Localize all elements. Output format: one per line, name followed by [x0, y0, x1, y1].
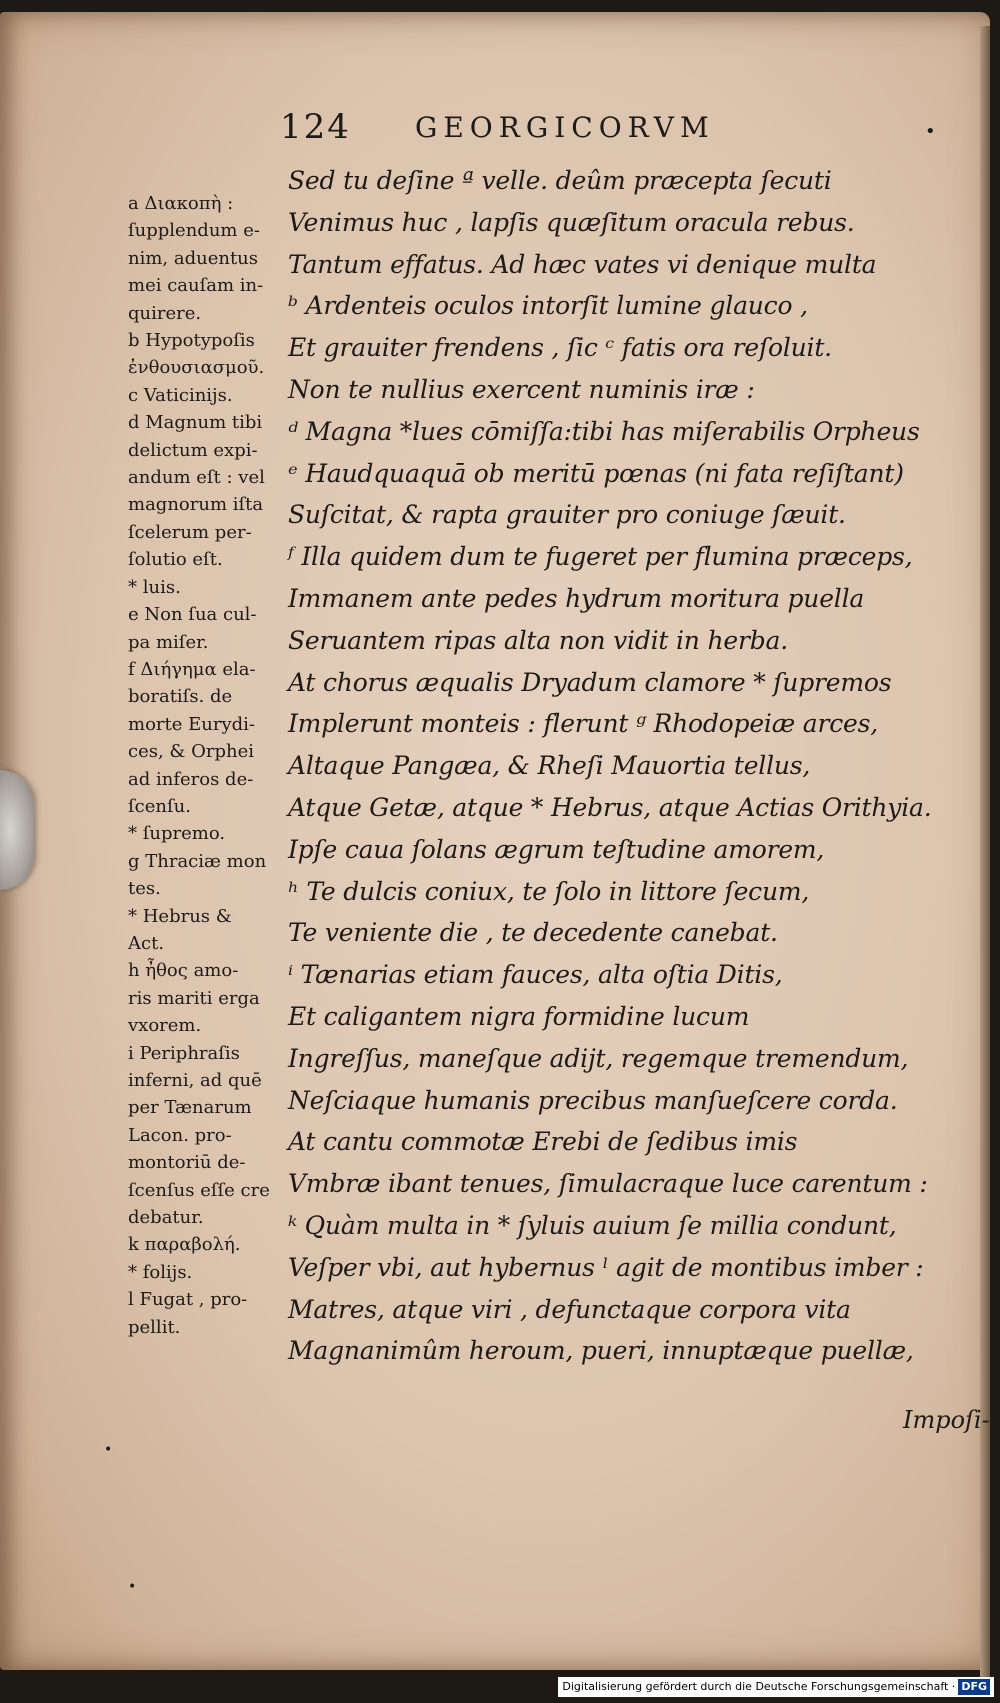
verse-text: [288, 160, 978, 1372]
ink-speck: •: [104, 1442, 113, 1458]
verse-line: ᵈ Magna *lues cōmiſſa:tibi has miſerabilis Orpheus: [288, 416, 920, 446]
verse-line: Vmbræ ibant tenues, ſimulacraque luce carentum :: [288, 1169, 928, 1199]
margin-note-line: pellit.: [128, 1316, 181, 1338]
verse-line: Venimus huc , lapſis quæſitum oracula rebus.: [288, 207, 855, 237]
margin-note-line: boratiſs. de: [128, 686, 233, 708]
margin-note-line: Lacon. pro-: [128, 1124, 232, 1146]
margin-note-line: c Vaticinijs.: [128, 384, 233, 406]
margin-note-line: * folijs.: [128, 1261, 193, 1283]
verse-line: ᵏ Quàm multa in * ſyluis auium ſe millia condunt,: [288, 1210, 897, 1240]
verse-line: ᵇ Ardenteis oculos intorſit lumine glauco ,: [288, 291, 808, 321]
verse-line: Te veniente die , te decedente canebat.: [288, 918, 778, 948]
catchword: Impoſi-: [903, 1406, 990, 1434]
margin-note-line: h ἦθος amo-: [128, 960, 239, 982]
margin-note-line: l Fugat , pro-: [128, 1289, 248, 1311]
verse-line: Matres, atque viri , defunctaque corpora vita: [288, 1294, 851, 1324]
verse-line: ⁱ Tænarias etiam fauces, alta oſtia Ditis,: [288, 960, 783, 990]
margin-note-line: f Διήγημα ela-: [128, 658, 256, 680]
margin-note-line: mei cauſam in-: [128, 275, 264, 297]
margin-note-line: inferni, ad quē: [128, 1070, 262, 1091]
verse-line: Atque Getæ, atque * Hebrus, atque Actias Orithyia.: [288, 792, 932, 822]
margin-note-line: * Hebrus &: [128, 905, 232, 927]
credit-text: Digitalisierung gefördert durch die Deutsche Forschungsgemeinschaft ·: [562, 1680, 956, 1693]
margin-note-line: vxorem.: [128, 1015, 202, 1037]
dfg-logo: DFG: [958, 1679, 990, 1695]
header-ornament: •: [925, 121, 938, 142]
verse-line: At chorus æqualis Dryadum clamore * ſupremos: [288, 667, 892, 697]
verse-line: Implerunt monteis : flerunt ᵍ Rhodopeiæ arces,: [288, 709, 878, 739]
margin-note-line: a Διακοπὴ :: [128, 193, 234, 214]
verse-line: Et caligantem nigra formidine lucum: [288, 1001, 750, 1031]
margin-note-line: ris mariti erga: [128, 987, 260, 1009]
margin-note-line: montoriū de-: [128, 1152, 246, 1174]
verse-line: Magnanimûm heroum, pueri, innuptæque puellæ,: [288, 1336, 914, 1366]
margin-note-line: andum eſt : vel: [128, 467, 265, 489]
margin-note-line: ſcenſu.: [128, 795, 191, 817]
margin-note-line: g Thraciæ mon: [128, 850, 267, 872]
metal-clasp: [0, 770, 34, 890]
margin-note-line: ad inferos de-: [128, 768, 254, 790]
verse-line: Tantum effatus. Ad hæc vates vi denique multa: [288, 249, 877, 279]
verse-line: Ipſe caua ſolans ægrum teſtudine amorem,: [288, 834, 825, 864]
margin-note-line: ſupplendum e-: [128, 220, 260, 242]
margin-note-line: quirere.: [128, 302, 202, 324]
digitization-credit: [558, 1677, 994, 1697]
margin-note-line: b Hypotypoſis: [128, 330, 255, 352]
margin-note-line: * luis.: [128, 576, 181, 598]
verse-line: ᶠ Illa quidem dum te fugeret per flumina præceps,: [288, 542, 913, 572]
verse-line: Et grauiter frendens , ſic ᶜ fatis ora reſoluit.: [288, 333, 832, 363]
page-number: 124: [280, 107, 351, 147]
verse-line: Suſcitat, & rapta grauiter pro coniuge ſæuit.: [288, 500, 846, 530]
margin-note-line: ἐνθουσιασμοῦ.: [128, 357, 265, 379]
ink-speck: •: [128, 1579, 137, 1595]
margin-note-line: i Periphraſis: [128, 1042, 240, 1064]
marginal-notes: [128, 190, 306, 1341]
verse-line: Seruantem ripas alta non vidit in herba.: [288, 625, 788, 655]
margin-note-line: d Magnum tibi: [128, 412, 263, 434]
verse-line: Altaque Pangæa, & Rheſi Mauortia tellus,: [288, 751, 811, 781]
margin-note-line: tes.: [128, 878, 161, 900]
verse-line: At cantu commotæ Erebi de ſedibus imis: [288, 1127, 798, 1157]
margin-note-line: * ſupremo.: [128, 823, 226, 845]
running-header: [280, 107, 938, 157]
margin-note-line: debatur.: [128, 1207, 204, 1229]
margin-note-line: ſcenſus eſſe cre: [128, 1179, 270, 1201]
margin-note-line: ſolutio eſt.: [128, 549, 223, 571]
running-title: GEORGICORVM: [415, 111, 715, 144]
margin-note-line: per Tænarum: [128, 1097, 252, 1119]
margin-note-line: ſcelerum per-: [128, 521, 252, 543]
margin-note-line: nim, aduentus: [128, 247, 259, 269]
verse-line: Immanem ante pedes hydrum moritura puella: [288, 583, 865, 613]
margin-note-line: pa miſer.: [128, 631, 209, 653]
margin-note-line: ces, & Orphei: [128, 741, 255, 763]
verse-line: Neſciaque humanis precibus manſueſcere corda.: [288, 1085, 898, 1115]
margin-note-line: morte Eurydi-: [128, 713, 255, 735]
book-page: [0, 12, 990, 1670]
verse-line: Sed tu deſine ª velle. deûm præcepta ſecuti: [288, 166, 832, 195]
margin-note-line: magnorum iſta: [128, 494, 264, 516]
verse-line: ᵉ Haudquaquā ob meritū pœnas (ni fata reſiſtant): [288, 458, 904, 488]
margin-note-line: e Non ſua cul-: [128, 604, 257, 626]
margin-note-line: k παραβολή.: [128, 1234, 241, 1256]
verse-line: Non te nullius exercent numinis iræ :: [288, 374, 755, 404]
verse-line: Ingreſſus, maneſque adijt, regemque tremendum,: [288, 1043, 909, 1073]
verse-line: ʰ Te dulcis coniux, te ſolo in littore ſecum,: [288, 876, 810, 906]
margin-note-line: delictum expi-: [128, 439, 258, 461]
verse-line: Veſper vbi, aut hybernus ˡ agit de montibus imber :: [288, 1252, 924, 1282]
margin-note-line: Act.: [128, 932, 165, 954]
